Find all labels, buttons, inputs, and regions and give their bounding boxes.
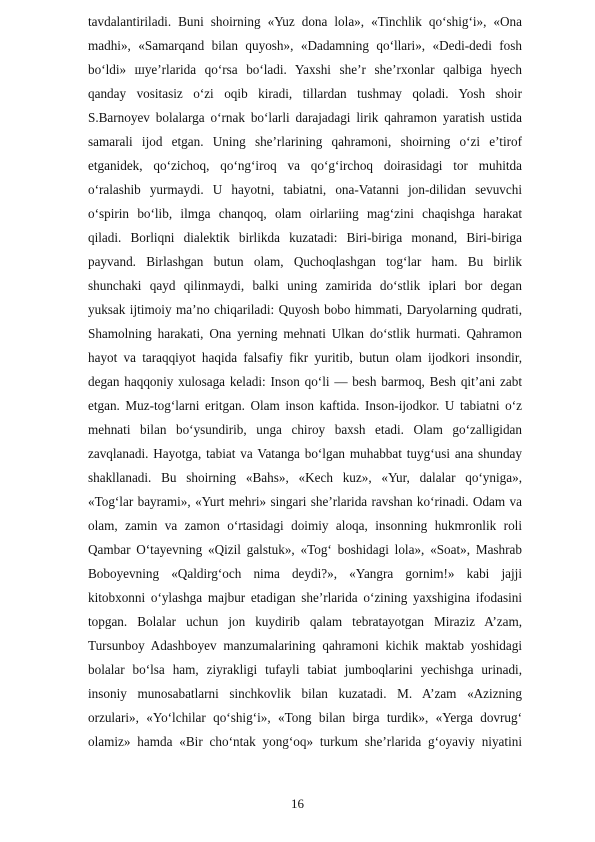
text-line: Shamolning harakati, Ona yerning mehnati Ulkan doʻstlik hurmati. Qahramon: [88, 326, 522, 341]
text-line: S.Barnoyev bolalarga oʻrnak boʻlarli darajadagi lirik qahramon yaratish ustida: [88, 110, 522, 125]
text-line: Tursunboy Adashboyev manzumalarining qahramoni kichik maktab yoshidagi: [88, 638, 522, 653]
text-line: «Togʻlar bayrami», «Yurt mehri» singari she’rlarida ravshan koʻrinadi. Odam va: [88, 494, 522, 509]
text-line: shunchaki qayd qilinmaydi, balki uning zamirida doʻstlik iplari bor degan: [88, 278, 522, 293]
page-number: 16: [291, 796, 304, 811]
text-line: degan haqqoniy xulosaga keladi: Inson qoʻli — besh barmoq, Besh qit’ani zabt: [88, 374, 522, 389]
text-line: olamiz» hamda «Bir choʻntak yongʻoq» turkum she’rlarida gʻoyaviy niyatini: [88, 734, 522, 749]
text-line: yuksak ijtimoiy ma’no chiqariladi: Quyosh bobo himmati, Daryolarning qudrati,: [88, 302, 522, 317]
text-line: qiladi. Borliqni dialektik birlikda kuzatadi: Biri-biriga monand, Biri-biriga: [88, 230, 522, 245]
text-line: oʻralashib yurmaydi. U hayotni, tabiatni, ona-Vatanni jon-dilidan sevuvchi: [88, 182, 522, 197]
text-line: madhi», «Samarqand bilan quyosh», «Dadamning qoʻllari», «Dedi-dedi fosh: [88, 38, 522, 53]
text-line: hayot va taraqqiyot haqida falsafiy fikr yuritib, butun olam ijodkori insondir,: [88, 350, 522, 365]
text-line: qanday vositasiz oʻzi oqib kiradi, tillardan tushmay qoladi. Yosh shoir: [88, 86, 522, 101]
document-body: [88, 10, 522, 754]
text-line: boʻldi» шуe’rlarida qoʻrsa boʻladi. Yaxshi she’r she’rxonlar qalbiga hyech: [88, 62, 522, 77]
text-line: orzulari», «Yoʻlchilar qoʻshigʻi», «Tong bilan birga turdik», «Yerga dovrug‘: [88, 710, 522, 725]
text-line: kitobxonni oʻylashga majbur etadigan she’rlarida oʻzining yaxshigina ifodasini: [88, 590, 522, 605]
text-line: etganidek, qoʻzichoq, qoʻngʻiroq va qoʻgʻirchoq doirasidagi tor muhitda: [88, 158, 522, 173]
text-line: olam, zamin va zamon oʻrtasidagi doimiy aloqa, insonning hukmronlik roli: [88, 518, 522, 533]
text-line: Qambar Oʻtayevning «Qizil galstuk», «Tog‘ boshidagi lola», «Soat», Mashrab: [88, 542, 522, 557]
text-line: zavqlanadi. Hayotga, tabiat va Vatanga boʻlgan muhabbat tuygʻusi ana shunday: [88, 446, 522, 461]
text-line: samarali ijod etgan. Uning she’rlarining qahramoni, shoirning oʻzi e’tirof: [88, 134, 522, 149]
text-line: oʻspirin boʻlib, ilmga chanqoq, olam oirlariing magʻzini chaqishga harakat: [88, 206, 522, 221]
text-line: etgan. Muz-togʻlarni eritgan. Olam inson kaftida. Inson-ijodkor. U tabiatni oʻz: [88, 398, 522, 413]
text-line: Boboyevning «Qaldirgʻoch nima deydi?», «Yangra gornim!» kabi jajji: [88, 566, 522, 581]
text-line: tavdalantiriladi. Buni shoirning «Yuz dona lola», «Tinchlik qoʻshigʻi», «Ona: [88, 14, 522, 29]
text-line: bolalar boʻlsa ham, ziyrakligi tufayli tabiat jumboqlarini yechishga urinadi,: [88, 662, 522, 677]
text-line: shakllanadi. Bu shoirning «Bahs», «Kech kuz», «Yur, dalalar qoʻyniga»,: [88, 470, 522, 485]
text-line: topgan. Bolalar uchun jon kuydirib qalam tebratayotgan Miraziz A’zam,: [88, 614, 522, 629]
text-line: payvand. Birlashgan butun olam, Quchoqlashgan togʻlar ham. Bu birlik: [88, 254, 522, 269]
text-line: insoniy munosabatlarni sinchkovlik bilan kuzatadi. M. A’zam «Azizning: [88, 686, 522, 701]
text-line: mehnati bilan boʻysundirib, unga chiroy baxsh etadi. Olam goʻzalligidan: [88, 422, 522, 437]
